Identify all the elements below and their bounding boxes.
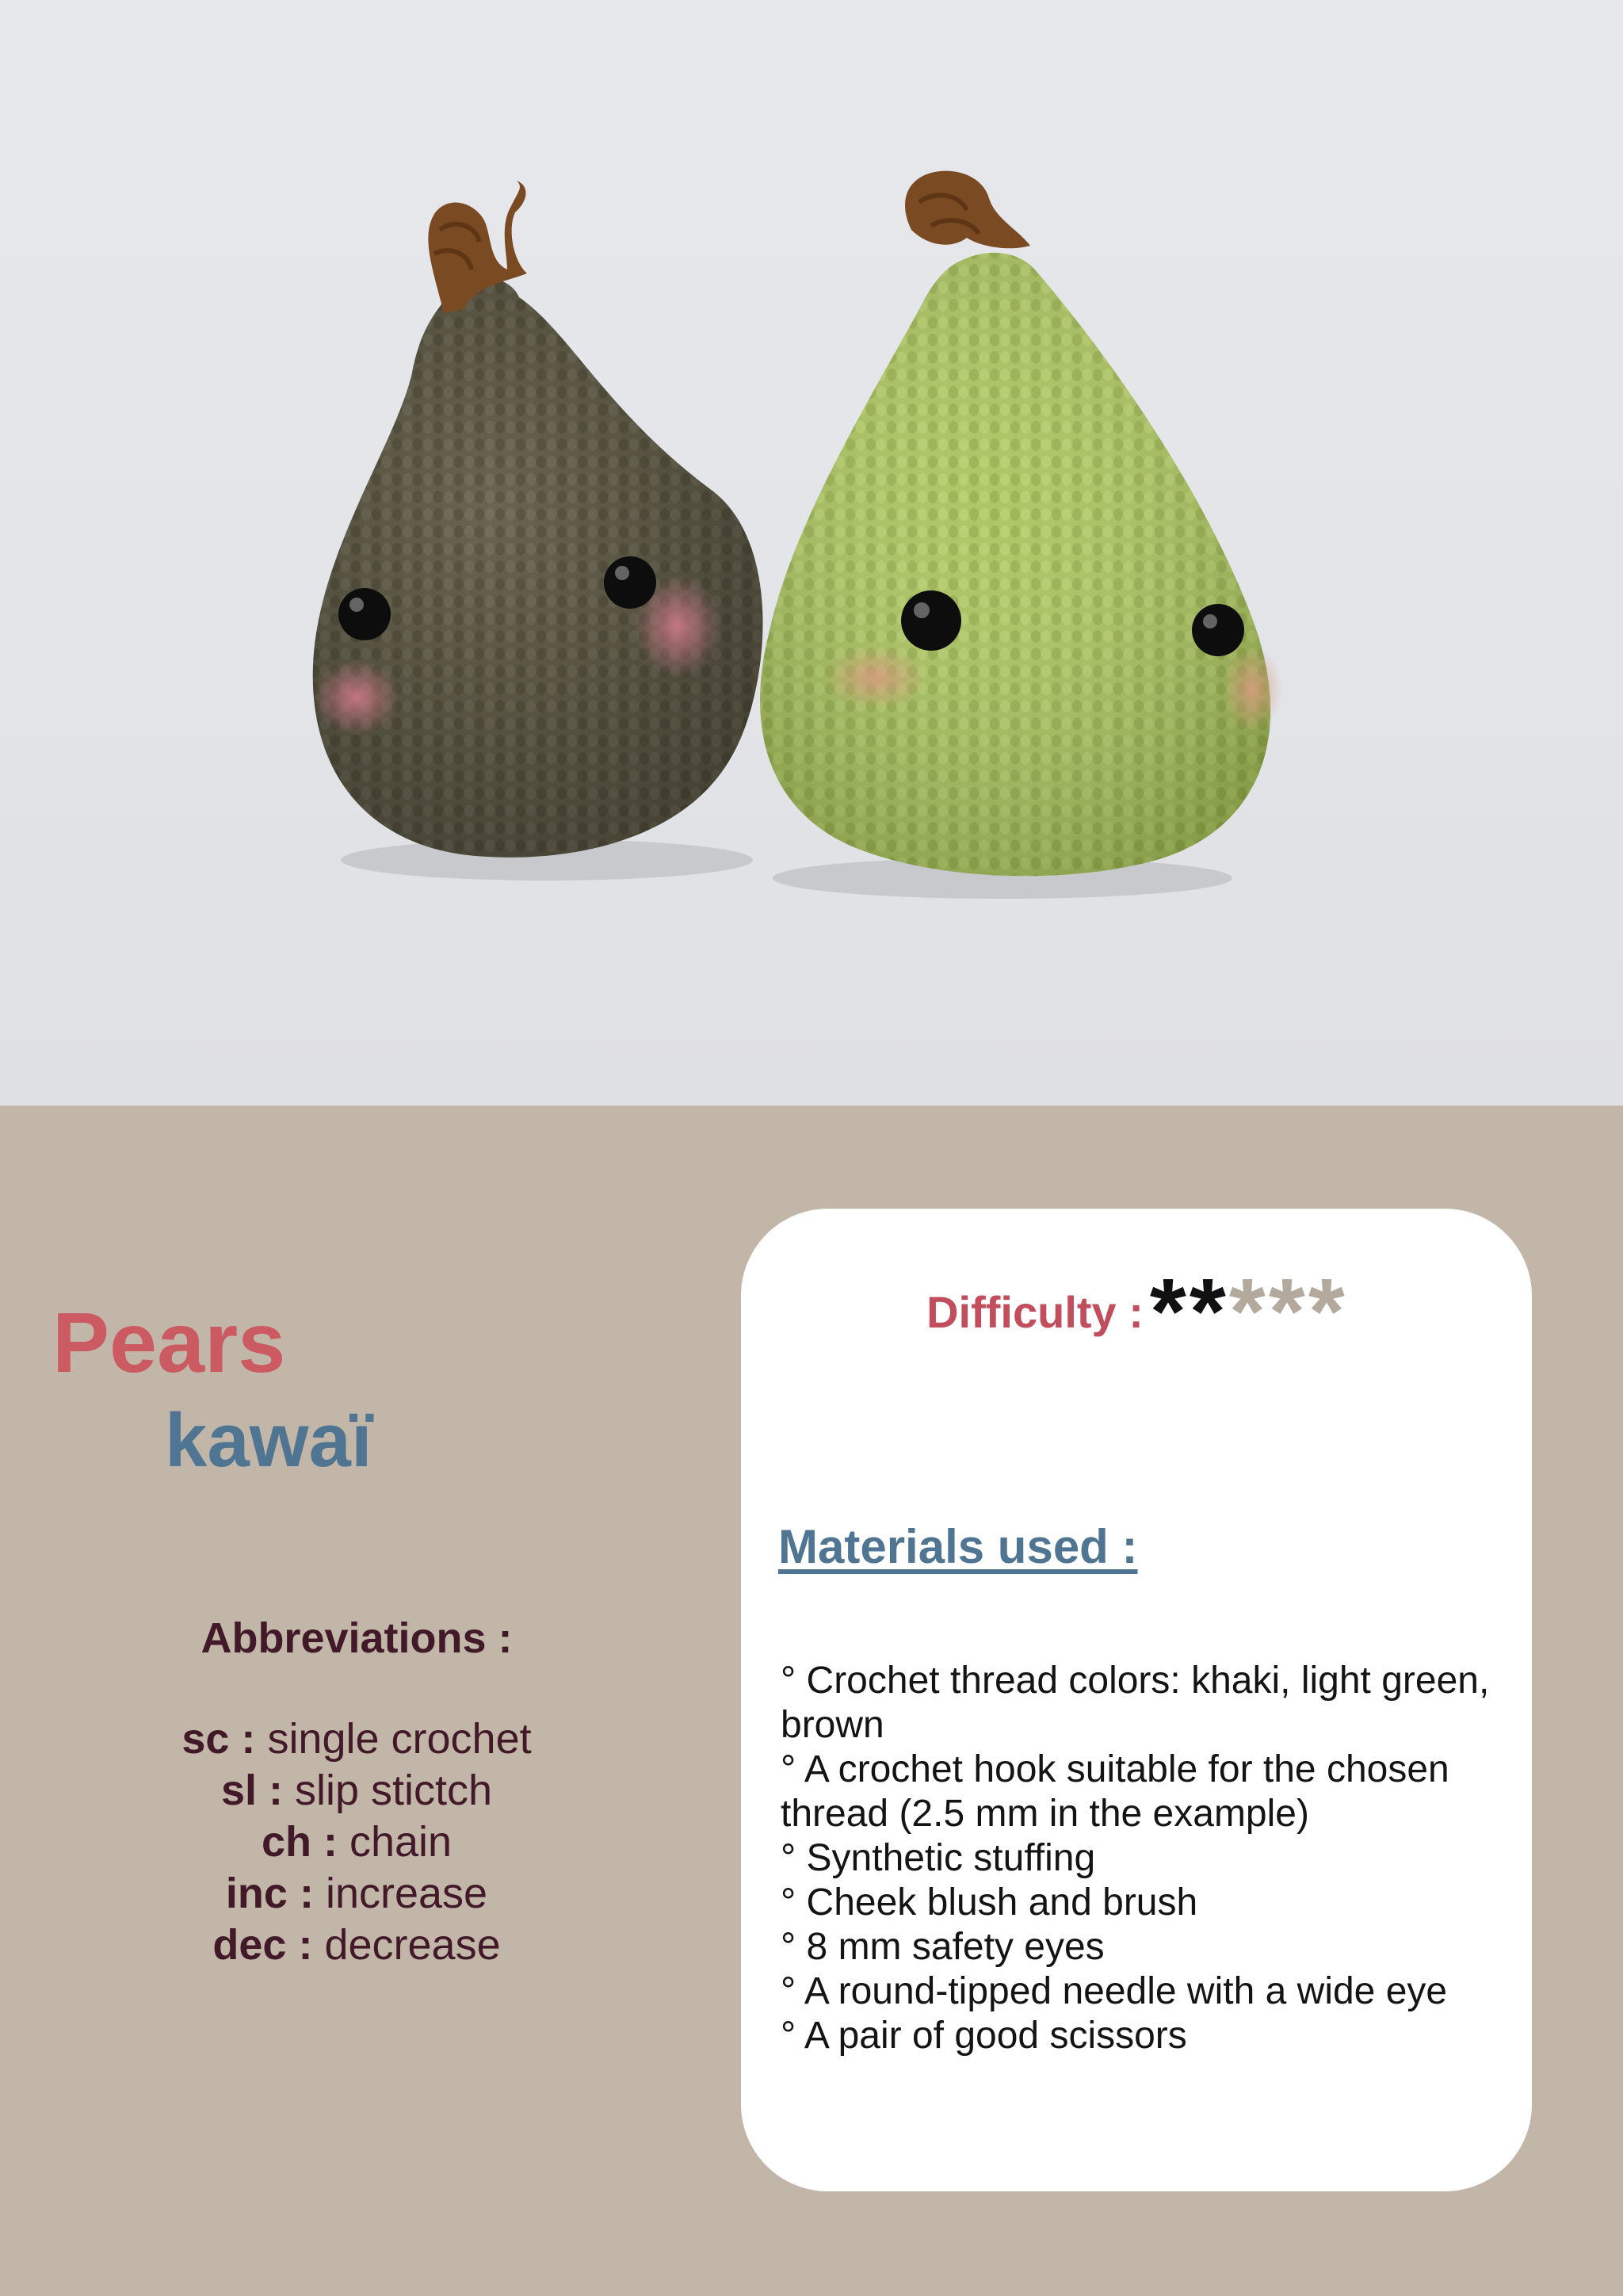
right-pear-eye-right <box>1192 604 1244 656</box>
star-filled-icon: * <box>1149 1259 1186 1364</box>
materials-list <box>781 1659 1510 2058</box>
difficulty-rating <box>1148 1259 1346 1364</box>
star-empty-icon: * <box>1308 1259 1345 1364</box>
info-card <box>741 1209 1532 2191</box>
right-pear-blush-left <box>824 646 927 709</box>
abbreviation-meaning: decrease <box>324 1921 501 1969</box>
difficulty-row <box>741 1259 1532 1364</box>
abbreviation-item <box>71 1713 642 1765</box>
list-item: ° A pair of good scissors <box>781 2015 1187 2057</box>
abbreviation-meaning: slip stictch <box>294 1767 493 1814</box>
abbreviation-item <box>71 1817 642 1868</box>
abbreviation-code: sc : <box>181 1715 256 1763</box>
list-item: ° A round-tipped needle with a wide eye <box>781 1970 1448 2012</box>
abbreviation-item <box>71 1868 642 1920</box>
page-subtitle: kawaï <box>165 1398 372 1483</box>
page-title: Pears <box>52 1294 286 1390</box>
list-item: ° Cheek blush and brush <box>781 1881 1198 1924</box>
materials-heading: Materials used : <box>778 1520 1138 1573</box>
abbreviations-heading: Abbreviations : <box>200 1614 513 1662</box>
left-pear-blush-left <box>313 659 400 735</box>
product-photo <box>0 0 1623 1106</box>
star-filled-icon: * <box>1189 1259 1226 1364</box>
list-item: ° Synthetic stuffing <box>781 1837 1096 1879</box>
abbreviation-meaning: single crochet <box>267 1715 532 1763</box>
abbreviation-meaning: chain <box>349 1818 453 1866</box>
left-pear-eye-right <box>604 556 656 609</box>
star-empty-icon: * <box>1228 1259 1266 1364</box>
abbreviations-section <box>71 1614 642 1971</box>
right-pear-eye-left <box>901 590 961 651</box>
difficulty-label: Difficulty : <box>926 1287 1144 1337</box>
abbreviation-meaning: increase <box>325 1870 488 1917</box>
star-empty-icon: * <box>1268 1259 1305 1364</box>
abbreviation-item <box>71 1920 642 1971</box>
list-item: ° A crochet hook suitable for the chosen thread (2.5 mm in the example) <box>781 1748 1449 1835</box>
abbreviation-item <box>71 1765 642 1817</box>
abbreviation-code: dec : <box>212 1921 313 1969</box>
abbreviation-code: ch : <box>261 1818 338 1866</box>
abbreviation-code: sl : <box>220 1767 283 1814</box>
light-green-pear <box>760 171 1282 877</box>
left-pear-eye-left <box>338 588 391 640</box>
pears-illustration <box>0 0 1623 1106</box>
abbreviation-code: inc : <box>225 1870 314 1917</box>
list-item: ° Crochet thread colors: khaki, light green, brown <box>781 1660 1490 1746</box>
right-pear-blush-right <box>1222 646 1282 733</box>
khaki-pear <box>313 181 763 858</box>
list-item: ° 8 mm safety eyes <box>781 1926 1105 1968</box>
